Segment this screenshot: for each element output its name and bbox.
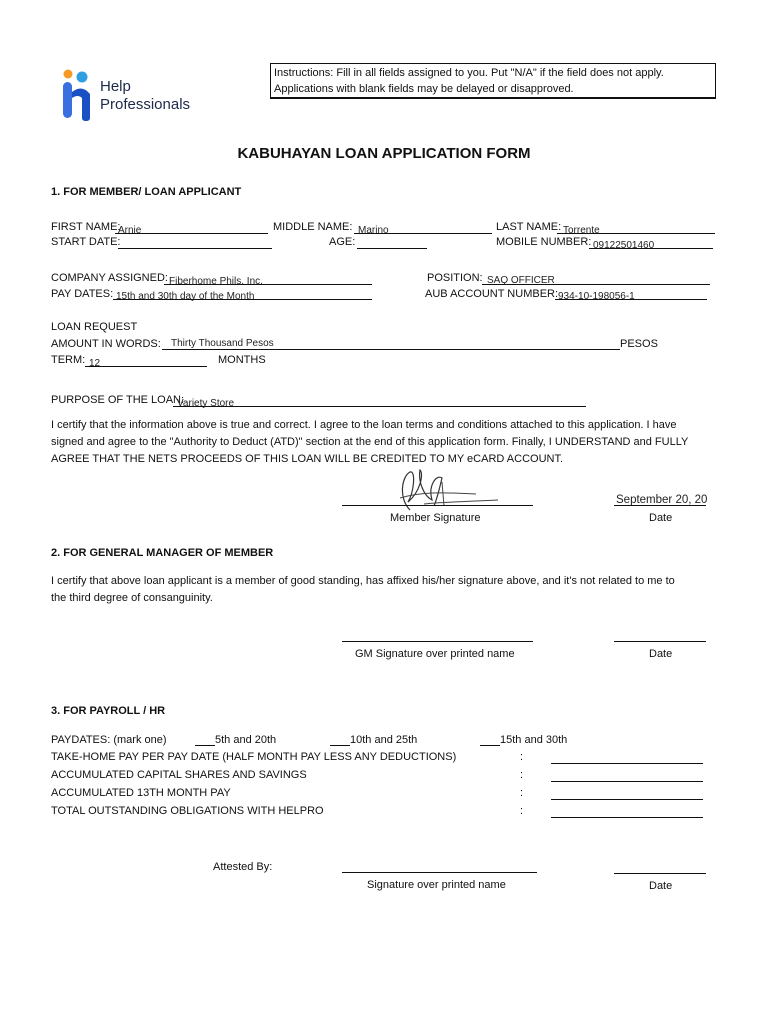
company-field[interactable]: Fiberhome Phils. Inc.: [169, 276, 263, 287]
term-line: [85, 366, 207, 367]
months-label: MONTHS: [218, 354, 266, 366]
position-field[interactable]: SAQ OFFICER: [487, 275, 555, 286]
option3-label: 15th and 30th: [500, 734, 568, 746]
option2-label: 10th and 25th: [350, 734, 418, 746]
payroll-row-label: TAKE-HOME PAY PER PAY DATE (HALF MONTH PAY LESS ANY DEDUCTIONS): [51, 751, 457, 763]
option3-checkbox[interactable]: [480, 745, 500, 746]
gm-signature-label: GM Signature over printed name: [355, 648, 515, 660]
attested-signature-field[interactable]: [342, 872, 537, 873]
aub-label: AUB ACCOUNT NUMBER:: [425, 288, 559, 300]
member-signature-line: [342, 505, 533, 506]
payroll-row-colon: :: [520, 805, 524, 817]
amount-words-label: AMOUNT IN WORDS:: [51, 338, 161, 350]
member-certification-line1: I certify that the information above is true and correct. I agree to the loan terms and conditions attached to this application. I have: [51, 419, 677, 431]
payroll-paydates-label: PAYDATES: (mark one): [51, 734, 167, 746]
member-date-label: Date: [649, 512, 673, 524]
attested-label: Attested By:: [213, 861, 273, 873]
mobile-field[interactable]: 09122501460: [593, 240, 655, 251]
payroll-row-colon: :: [520, 769, 524, 781]
option1-label: 5th and 20th: [215, 734, 277, 746]
age-field[interactable]: [357, 248, 427, 249]
gm-certification-line2: the third degree of consanguinity.: [51, 592, 213, 604]
member-certification: [51, 417, 731, 468]
middle-name-label: MIDDLE NAME:: [273, 221, 353, 233]
member-certification-line3: AGREE THAT THE NETS PROCEEDS OF THIS LOAN WILL BE CREDITED TO MY eCARD ACCOUNT.: [51, 453, 564, 465]
gm-date-field[interactable]: [614, 641, 706, 642]
paydates-label: PAY DATES:: [51, 288, 114, 300]
payroll-row-label: ACCUMULATED CAPITAL SHARES AND SAVINGS: [51, 769, 307, 781]
gm-certification-line1: I certify that above loan applicant is a member of good standing, has affixed his/her signature above, and it's not related to me to: [51, 575, 675, 587]
section2-heading: 2. FOR GENERAL MANAGER OF MEMBER: [51, 547, 274, 559]
member-date-line: [614, 505, 706, 506]
last-name-field[interactable]: Torrente: [563, 225, 600, 236]
company-logo: [60, 68, 210, 124]
payroll-row-field[interactable]: [551, 763, 703, 764]
term-label: TERM:: [51, 354, 86, 366]
mobile-label: MOBILE NUMBER:: [496, 236, 592, 248]
aub-field[interactable]: 934-10-198056-1: [558, 291, 635, 302]
first-name-field[interactable]: Arnie: [118, 225, 142, 236]
gm-date-label: Date: [649, 648, 673, 660]
gm-signature-field[interactable]: [342, 641, 533, 642]
section3-heading: 3. FOR PAYROLL / HR: [51, 705, 166, 717]
option1-checkbox[interactable]: [195, 745, 215, 746]
member-signature-label: Member Signature: [390, 512, 481, 524]
paydates-field[interactable]: 15th and 30th day of the Month: [116, 291, 255, 302]
middle-name-field[interactable]: Marino: [358, 225, 389, 236]
purpose-line: [173, 406, 586, 407]
amount-words-line: [162, 349, 620, 350]
loan-request-label: LOAN REQUEST: [51, 321, 138, 333]
payroll-row-label: TOTAL OUTSTANDING OBLIGATIONS WITH HELPRO: [51, 805, 324, 817]
age-label: AGE:: [329, 236, 356, 248]
gm-certification: [51, 573, 731, 607]
form-title: KABUHAYAN LOAN APPLICATION FORM: [237, 145, 531, 162]
attested-date-field[interactable]: [614, 873, 706, 874]
payroll-row-field[interactable]: [551, 799, 703, 800]
option2-checkbox[interactable]: [330, 745, 350, 746]
payroll-row-label: ACCUMULATED 13TH MONTH PAY: [51, 787, 231, 799]
logo-text-line2: Professionals: [100, 96, 191, 113]
attested-date-label: Date: [649, 880, 673, 892]
amount-words-field[interactable]: Thirty Thousand Pesos: [171, 338, 274, 349]
section1-heading: 1. FOR MEMBER/ LOAN APPLICANT: [51, 186, 242, 198]
logo-mark-icon: [60, 68, 96, 122]
instructions-line1: Instructions: Fill in all fields assigned to you. Put "N/A" if the field does not apply.: [274, 67, 664, 79]
purpose-label: PURPOSE OF THE LOAN:: [51, 394, 185, 406]
purpose-field[interactable]: Variety Store: [177, 398, 235, 409]
start-date-label: START DATE:: [51, 236, 121, 248]
member-date-field[interactable]: September 20, 20: [616, 494, 708, 506]
member-certification-line2: signed and agree to the "Authority to Deduct (ATD)" section at the end of this application form. Finally, I UNDERSTAND and FULLY: [51, 436, 689, 448]
start-date-field[interactable]: [118, 248, 272, 249]
payroll-row-colon: :: [520, 787, 524, 799]
last-name-label: LAST NAME:: [496, 221, 562, 233]
attested-signature-label: Signature over printed name: [367, 879, 506, 891]
payroll-row-field[interactable]: [551, 781, 703, 782]
company-label: COMPANY ASSIGNED:: [51, 272, 168, 284]
pesos-label: PESOS: [620, 338, 658, 350]
position-label: POSITION:: [427, 272, 483, 284]
payroll-row-colon: :: [520, 751, 524, 763]
term-field[interactable]: 12: [89, 358, 101, 369]
logo-text-line1: Help: [100, 78, 131, 95]
first-name-label: FIRST NAME:: [51, 221, 121, 233]
payroll-row-field[interactable]: [551, 817, 703, 818]
instructions-line2: Applications with blank fields may be delayed or disapproved.: [274, 83, 574, 95]
instructions-box: [270, 63, 716, 99]
